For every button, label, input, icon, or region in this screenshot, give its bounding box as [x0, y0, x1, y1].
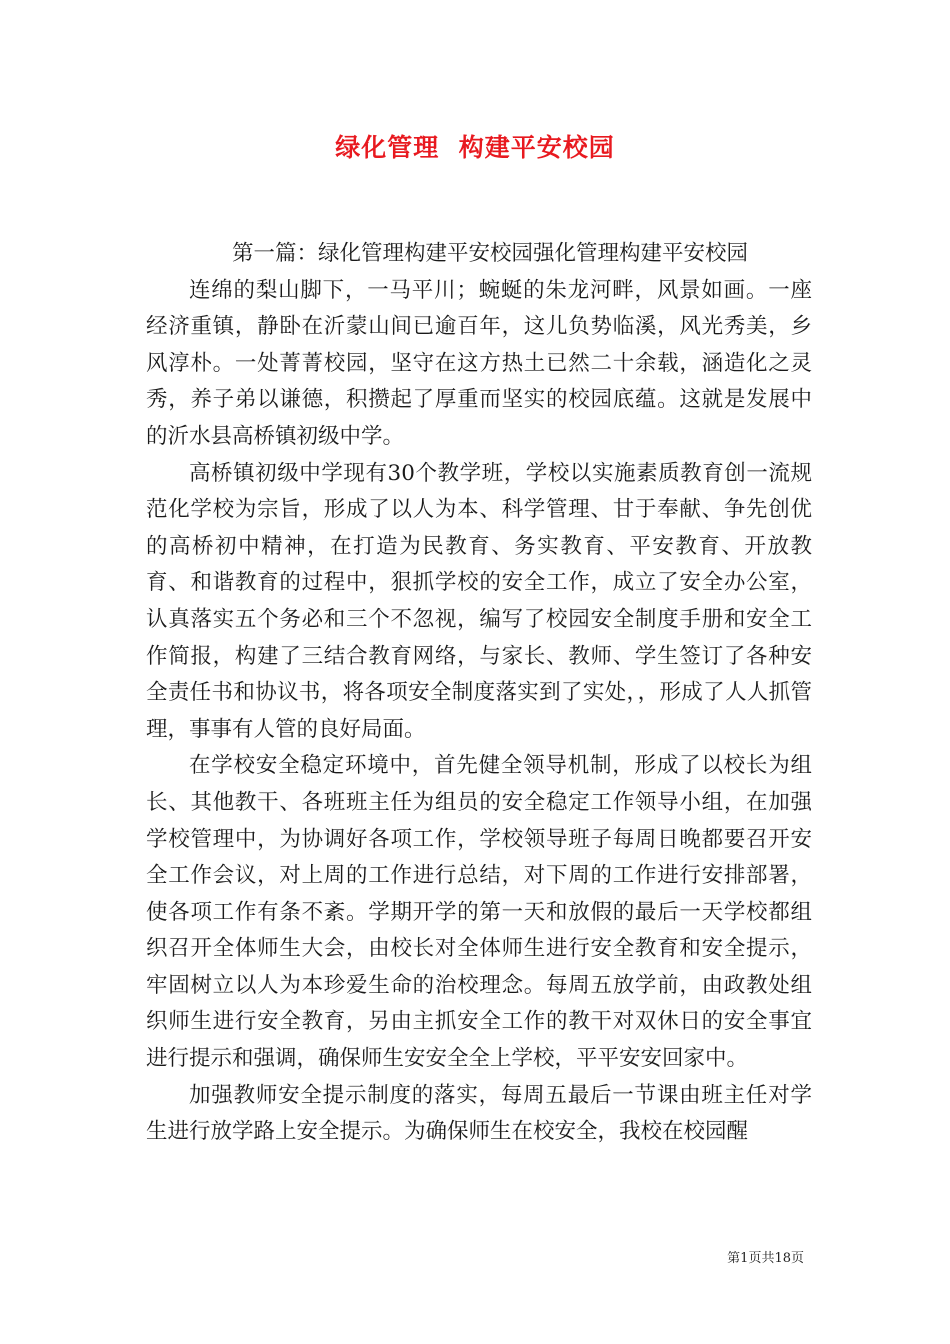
document-title: 绿化管理 构建平安校园: [335, 133, 615, 162]
paragraph: 高桥镇初级中学现有30个教学班，学校以实施素质教育创一流规范化学校为宗旨，形成了以人为本、科学管理、甘于奉献、争先创优的高桥初中精神，在打造为民教育、务实教育、平安教育、开放教育、和谐教育的过程中，狠抓学校的安全工作，成立了安全办公室，认真落实五个务必和三个不忽视，编写了校园安全制度手册和安全工作简报，构建了三结合教育网络，与家长、教师、学生签订了各种安全责任书和协议书，将各项安全制度落实到了实处，，形成了人人抓管理，事事有人管的良好局面。: [146, 460, 812, 742]
document-body: [146, 236, 812, 1151]
paragraph: 在学校安全稳定环境中，首先健全领导机制，形成了以校长为组长、其他教干、各班班主任为组员的安全稳定工作领导小组，在加强学校管理中，为协调好各项工作，学校领导班子每周日晚都要召开安全工作会议，对上周的工作进行总结，对下周的工作进行安排部署，使各项工作有条不紊。学期开学的第一天和放假的最后一天学校都组织召开全体师生大会，由校长对全体师生进行安全教育和安全提示，牢固树立以人为本珍爱生命的治校理念。每周五放学前，由政教处组织师生进行安全教育，另由主抓安全工作的教干对双休日的安全事宜进行提示和强调，确保师生安安全全上学校，平平安安回家中。: [146, 753, 812, 1072]
section-heading: 第一篇：绿化管理构建平安校园强化管理构建平安校园: [232, 241, 749, 266]
paragraph: 连绵的梨山脚下，一马平川；蜿蜒的朱龙河畔，风景如画。一座经济重镇，静卧在沂蒙山间已逾百年，这儿负势临溪，风光秀美，乡风淳朴。一处菁菁校园，坚守在这方热土已然二十余载，涵造化之灵秀，养子弟以谦德，积攒起了厚重而坚实的校园底蕴。这就是发展中的沂水县高桥镇初级中学。: [146, 277, 812, 449]
paragraph: 加强教师安全提示制度的落实，每周五最后一节课由班主任对学生进行放学路上安全提示。为确保师生在校安全，我校在校园醒: [146, 1082, 812, 1145]
page-number-footer: 第1页共18页: [727, 1251, 804, 1266]
